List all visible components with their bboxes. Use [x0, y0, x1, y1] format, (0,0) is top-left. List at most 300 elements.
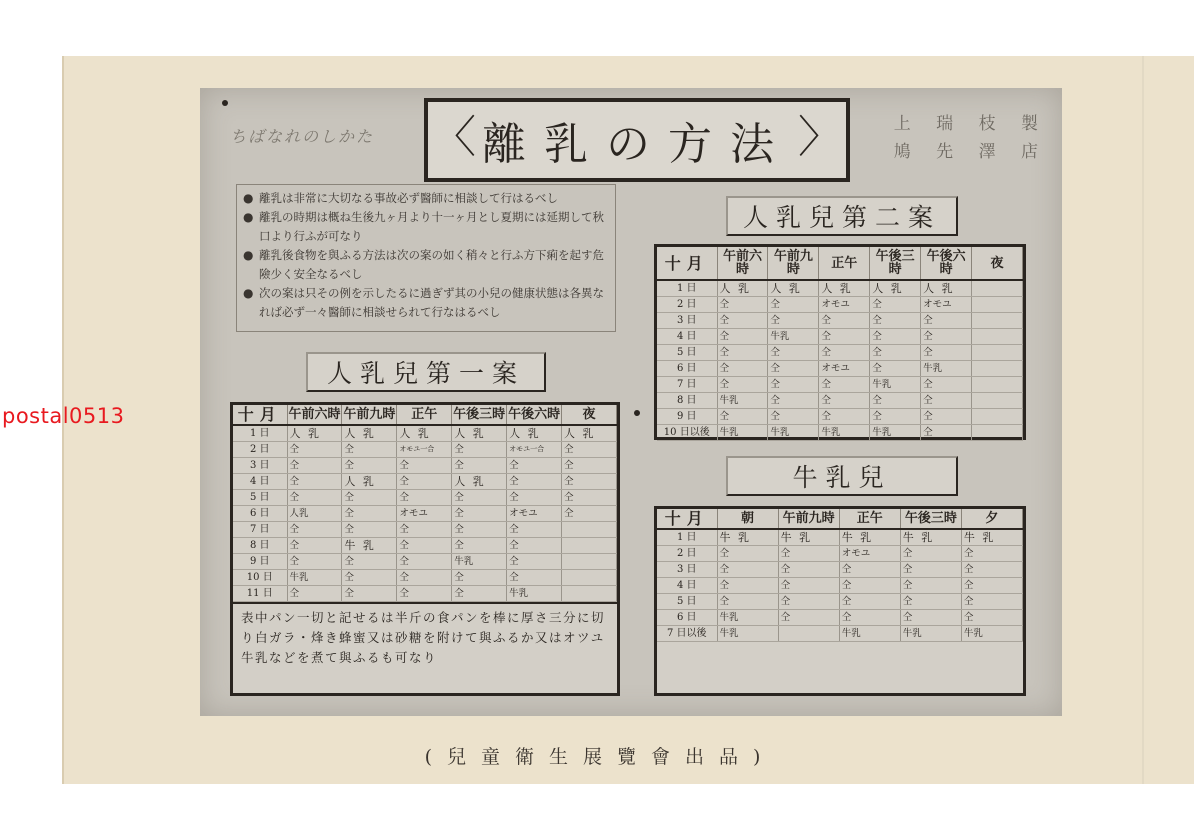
header-noon: 正午: [397, 405, 452, 425]
day-unit: 日以後: [679, 427, 710, 438]
table-cell: 牛乳: [961, 626, 1022, 642]
header-month: 十月: [233, 405, 287, 425]
table-cell: 牛乳: [717, 425, 768, 441]
table-cell: 人 乳: [342, 474, 397, 490]
day-cell: [657, 546, 717, 562]
plan2-heading: 人乳兒第二案: [726, 196, 958, 236]
table-cell: 仝: [562, 490, 617, 506]
day-number: 1: [676, 283, 684, 294]
table-cell: 仝: [778, 594, 839, 610]
table-row: [233, 506, 617, 522]
note-text: 離乳は非常に大切なる事故必ず醫師に相談して行はるべし: [259, 191, 558, 205]
table-cell: 仝: [452, 442, 507, 458]
table-cell: 仝: [870, 361, 921, 377]
table-cell: 仝: [768, 361, 819, 377]
table-cell: 人 乳: [870, 280, 921, 297]
plan1-body: [233, 425, 617, 602]
notes-box: [236, 184, 616, 332]
day-unit: 日: [259, 428, 270, 439]
table-cell: 仝: [287, 490, 342, 506]
day-unit: 日: [686, 363, 697, 374]
day-unit: 日: [686, 299, 697, 310]
poster-title-text: 離乳の方法: [482, 119, 792, 170]
day-unit: 日: [259, 524, 270, 535]
table-cell: 仝: [768, 377, 819, 393]
table-row: [233, 442, 617, 458]
day-number: 4: [249, 476, 257, 487]
table-cell: 仝: [507, 458, 562, 474]
table-cell: 仝: [507, 522, 562, 538]
day-cell: [233, 490, 287, 506]
header-9am: 午前九時: [768, 247, 819, 280]
day-cell: [657, 297, 717, 313]
table-row: [657, 529, 1023, 546]
table-cell: [972, 377, 1023, 393]
card-fold: [1142, 56, 1144, 784]
table-row: [233, 522, 617, 538]
day-cell: [233, 586, 287, 602]
table-cell: 牛 乳: [961, 529, 1022, 546]
table-cell: 仝: [819, 377, 870, 393]
header-noon: 正午: [819, 247, 870, 280]
table-cell: 仝: [452, 490, 507, 506]
table-cell: オモユ: [397, 506, 452, 522]
table-cell: 仝: [717, 377, 768, 393]
day-unit: 日: [259, 556, 270, 567]
day-number: 8: [676, 395, 684, 406]
table-cell: 仝: [342, 554, 397, 570]
table-cell: [562, 554, 617, 570]
table-cell: 仝: [397, 538, 452, 554]
table-row: [657, 578, 1023, 594]
table-cell: 仝: [768, 409, 819, 425]
table-cell: 仝: [768, 393, 819, 409]
table-cell: オモユ: [507, 506, 562, 522]
day-unit: 日: [686, 596, 697, 607]
day-number: 2: [249, 444, 257, 455]
table-cell: 牛乳: [717, 626, 778, 642]
note-text: 離乳後食物を與ふる方法は次の案の如く稍々と行ふ方下痢を起す危險少く安全なるべし: [259, 248, 604, 281]
header-noon: 正午: [839, 509, 900, 529]
day-number: 5: [249, 492, 257, 503]
table-cell: 牛 乳: [900, 529, 961, 546]
table-cell: 仝: [778, 610, 839, 626]
table-cell: 人 乳: [768, 280, 819, 297]
plan2-header-row: [657, 247, 1023, 280]
day-cell: [657, 393, 717, 409]
table-row: [233, 586, 617, 602]
table-cell: 仝: [921, 409, 972, 425]
table-cell: 仝: [921, 393, 972, 409]
table-cell: 仝: [507, 538, 562, 554]
table-cell: 仝: [900, 578, 961, 594]
table-cell: 仝: [507, 570, 562, 586]
table-cell: オモユ: [921, 297, 972, 313]
side-right-line: 上 瑞 枝 製: [893, 114, 1048, 134]
day-unit: 日: [259, 492, 270, 503]
table-cell: 仝: [961, 610, 1022, 626]
table-cell: 仝: [287, 522, 342, 538]
day-number: 1: [249, 428, 257, 439]
table-cell: [972, 409, 1023, 425]
table-cell: [972, 280, 1023, 297]
table-cell: 仝: [900, 610, 961, 626]
day-number: 10: [246, 572, 260, 583]
header-evening: 夕: [961, 509, 1022, 529]
table-row: [657, 393, 1023, 409]
day-cell: [657, 280, 717, 297]
day-number: 7: [676, 379, 684, 390]
chevron-right-icon: 〉: [798, 112, 842, 163]
day-unit: 日: [259, 460, 270, 471]
table-cell: オモユ: [839, 546, 900, 562]
plan2-table: [654, 244, 1026, 440]
day-cell: [233, 442, 287, 458]
table-cell: 牛乳: [870, 377, 921, 393]
table-cell: オモユ一合: [507, 442, 562, 458]
table-cell: 仝: [397, 522, 452, 538]
day-cell: [657, 562, 717, 578]
table-cell: 仝: [507, 554, 562, 570]
table-cell: 仝: [768, 313, 819, 329]
table-cell: オモユ: [819, 297, 870, 313]
note-text: 離乳の時期は概ね生後九ヶ月より十一ヶ月とし夏期には延期して秋口より行ふが可なり: [259, 210, 604, 243]
table-cell: 仝: [900, 546, 961, 562]
table-cell: 仝: [452, 506, 507, 522]
day-cell: [657, 409, 717, 425]
table-cell: 仝: [397, 570, 452, 586]
table-cell: 人 乳: [562, 425, 617, 442]
table-cell: [562, 538, 617, 554]
day-unit: 日: [686, 411, 697, 422]
table-cell: 人 乳: [452, 425, 507, 442]
table-cell: 仝: [778, 562, 839, 578]
table-cell: 仝: [900, 594, 961, 610]
table-cell: 仝: [287, 442, 342, 458]
table-cell: [972, 361, 1023, 377]
table-cell: 仝: [397, 554, 452, 570]
table-row: [657, 409, 1023, 425]
table-cell: 仝: [287, 538, 342, 554]
table-cell: 牛乳: [717, 610, 778, 626]
table-cell: 仝: [717, 329, 768, 345]
table-row: [233, 538, 617, 554]
table-cell: 人 乳: [717, 280, 768, 297]
table-row: [233, 474, 617, 490]
table-cell: 仝: [961, 578, 1022, 594]
table-row: [233, 490, 617, 506]
table-cell: 仝: [717, 345, 768, 361]
day-unit: 日: [259, 540, 270, 551]
day-unit: 日: [259, 444, 270, 455]
day-cell: [657, 425, 717, 441]
day-unit: 日: [262, 572, 273, 583]
day-number: 2: [676, 548, 684, 559]
side-right-line: 鳩 先 澤 店: [893, 142, 1048, 162]
table-cell: [972, 393, 1023, 409]
table-cell: 仝: [452, 538, 507, 554]
table-cell: 仝: [717, 578, 778, 594]
table-cell: 仝: [562, 474, 617, 490]
day-unit: 日以後: [676, 628, 707, 639]
table-cell: 仝: [870, 393, 921, 409]
header-month: 十月: [657, 247, 717, 280]
table-cell: 牛乳: [507, 586, 562, 602]
day-cell: [233, 458, 287, 474]
table-row: [233, 425, 617, 442]
header-month: 十月: [657, 509, 717, 529]
table-cell: 牛乳: [921, 361, 972, 377]
table-cell: 仝: [507, 474, 562, 490]
day-number: 3: [676, 564, 684, 575]
day-cell: [657, 345, 717, 361]
plan3-body: [657, 529, 1023, 642]
table-cell: 仝: [287, 586, 342, 602]
side-label-left: ちばなれのしかた: [230, 127, 375, 146]
table-cell: 仝: [768, 345, 819, 361]
poster-title: [424, 98, 850, 182]
plan1-heading: 人乳兒第一案: [306, 352, 546, 392]
day-cell: [657, 626, 717, 642]
day-number: 7: [666, 628, 674, 639]
day-number: 11: [246, 588, 260, 599]
table-cell: [972, 425, 1023, 441]
day-unit: 日: [259, 476, 270, 487]
table-row: [233, 554, 617, 570]
day-unit: 日: [686, 612, 697, 623]
table-cell: 仝: [452, 586, 507, 602]
header-night: 夜: [562, 405, 617, 425]
table-cell: 人 乳: [452, 474, 507, 490]
day-unit: 日: [686, 379, 697, 390]
day-cell: [657, 529, 717, 546]
table-row: [657, 313, 1023, 329]
table-cell: 仝: [562, 458, 617, 474]
day-unit: 日: [262, 588, 273, 599]
table-cell: 仝: [839, 578, 900, 594]
table-cell: 仝: [870, 313, 921, 329]
header-night: 夜: [972, 247, 1023, 280]
day-number: 4: [676, 580, 684, 591]
table-row: [233, 458, 617, 474]
plan3-header-row: [657, 509, 1023, 529]
day-number: 2: [676, 299, 684, 310]
table-cell: 仝: [717, 594, 778, 610]
chevron-left-icon: 〈: [432, 112, 476, 163]
table-cell: 仝: [717, 546, 778, 562]
table-cell: 仝: [819, 409, 870, 425]
table-cell: 人 乳: [397, 425, 452, 442]
table-cell: 仝: [870, 409, 921, 425]
table-cell: 牛乳: [839, 626, 900, 642]
table-cell: 牛乳: [452, 554, 507, 570]
table-row: [657, 562, 1023, 578]
table-cell: 仝: [921, 377, 972, 393]
bullet-icon: ●: [243, 248, 254, 262]
table-row: [657, 377, 1023, 393]
table-cell: 仝: [921, 425, 972, 441]
table-cell: 仝: [717, 562, 778, 578]
table-cell: 仝: [819, 313, 870, 329]
header-6pm: 午後六時: [507, 405, 562, 425]
table-cell: 仝: [287, 458, 342, 474]
day-unit: 日: [686, 395, 697, 406]
day-unit: 日: [686, 532, 697, 543]
header-morning: 朝: [717, 509, 778, 529]
table-cell: オモユ一合: [397, 442, 452, 458]
table-cell: 牛乳: [870, 425, 921, 441]
table-cell: 人 乳: [819, 280, 870, 297]
day-cell: [657, 329, 717, 345]
table-cell: 仝: [507, 490, 562, 506]
table-row: [657, 546, 1023, 562]
plan2-body: [657, 280, 1023, 441]
day-cell: [657, 594, 717, 610]
table-row: [657, 361, 1023, 377]
table-cell: 牛 乳: [839, 529, 900, 546]
table-cell: 仝: [717, 361, 768, 377]
table-cell: [778, 626, 839, 642]
table-row: [657, 626, 1023, 642]
day-cell: [233, 554, 287, 570]
table-cell: 仝: [342, 490, 397, 506]
day-unit: 日: [686, 331, 697, 342]
day-unit: 日: [686, 347, 697, 358]
table-cell: [562, 586, 617, 602]
day-number: 9: [676, 411, 684, 422]
table-cell: 牛乳: [768, 329, 819, 345]
day-cell: [233, 425, 287, 442]
header-6am: 午前六時: [287, 405, 342, 425]
table-cell: 仝: [452, 458, 507, 474]
day-cell: [657, 377, 717, 393]
table-cell: オモユ: [819, 361, 870, 377]
table-cell: 仝: [819, 329, 870, 345]
side-label-right: [868, 110, 1048, 166]
header-6am: 午前六時: [717, 247, 768, 280]
note-text: 次の案は只その例を示したるに過ぎず其の小兒の健康状態は各異なれば必ず一々醫師に相談せられて行なはるべし: [259, 286, 604, 319]
table-cell: 仝: [397, 490, 452, 506]
table-row: [657, 425, 1023, 441]
day-number: 5: [676, 596, 684, 607]
table-row: [233, 570, 617, 586]
header-3pm: 午後三時: [452, 405, 507, 425]
watermark: postal0513: [2, 404, 125, 428]
table-cell: 仝: [961, 546, 1022, 562]
plan3-table: [654, 506, 1026, 696]
table-cell: 仝: [870, 297, 921, 313]
table-cell: 仝: [342, 506, 397, 522]
day-unit: 日: [686, 315, 697, 326]
postcard-caption: (兒童衛生展覽會出品): [424, 746, 776, 768]
table-cell: 牛乳: [900, 626, 961, 642]
day-number: 1: [676, 532, 684, 543]
table-cell: 仝: [397, 474, 452, 490]
header-9am: 午前九時: [342, 405, 397, 425]
table-cell: 人 乳: [287, 425, 342, 442]
table-cell: 仝: [342, 458, 397, 474]
table-cell: 仝: [839, 610, 900, 626]
header-9am: 午前九時: [778, 509, 839, 529]
note-item: [243, 246, 609, 284]
day-number: 8: [249, 540, 257, 551]
table-cell: 仝: [839, 562, 900, 578]
table-cell: 仝: [921, 329, 972, 345]
table-cell: 人 乳: [342, 425, 397, 442]
header-3pm: 午後三時: [900, 509, 961, 529]
bullet-icon: ●: [243, 286, 254, 300]
plan1-footnote: 表中パン一切と記せるは半斤の食パンを棒に厚さ三分に切り白ガラ・烽き蜂蜜又は砂糖を附けて與ふるか又はオツユ牛乳などを煮て與ふるも可なり: [233, 602, 617, 672]
table-cell: [562, 522, 617, 538]
table-row: [657, 345, 1023, 361]
pin-dot: [634, 410, 640, 416]
table-row: [657, 610, 1023, 626]
table-cell: 仝: [717, 297, 768, 313]
table-cell: 仝: [397, 586, 452, 602]
table-cell: 牛乳: [287, 570, 342, 586]
table-cell: 仝: [961, 562, 1022, 578]
day-number: 7: [249, 524, 257, 535]
table-cell: [972, 345, 1023, 361]
day-cell: [233, 538, 287, 554]
day-unit: 日: [686, 283, 697, 294]
day-number: 10: [663, 427, 677, 438]
day-number: 3: [249, 460, 257, 471]
day-cell: [233, 522, 287, 538]
table-cell: 仝: [562, 506, 617, 522]
bullet-icon: ●: [243, 210, 254, 224]
table-cell: 仝: [961, 594, 1022, 610]
table-row: [657, 329, 1023, 345]
table-row: [657, 297, 1023, 313]
day-cell: [233, 474, 287, 490]
day-cell: [657, 578, 717, 594]
table-cell: [972, 313, 1023, 329]
table-cell: 仝: [778, 578, 839, 594]
pin-dot: [222, 100, 228, 106]
table-cell: [972, 329, 1023, 345]
table-row: [657, 280, 1023, 297]
table-cell: 仝: [839, 594, 900, 610]
day-unit: 日: [686, 580, 697, 591]
table-cell: 仝: [768, 297, 819, 313]
table-cell: 仝: [562, 442, 617, 458]
day-unit: 日: [259, 508, 270, 519]
day-number: 6: [676, 363, 684, 374]
note-item: [243, 284, 609, 322]
table-cell: [972, 297, 1023, 313]
plan3-heading: 牛乳兒: [726, 456, 958, 496]
table-cell: 牛乳: [768, 425, 819, 441]
day-cell: [657, 361, 717, 377]
header-6pm: 午後六時: [921, 247, 972, 280]
table-cell: 仝: [870, 329, 921, 345]
bullet-icon: ●: [243, 191, 254, 205]
table-cell: 人乳: [287, 506, 342, 522]
table-cell: 仝: [778, 546, 839, 562]
table-row: [657, 594, 1023, 610]
note-item: [243, 189, 609, 208]
table-cell: 仝: [900, 562, 961, 578]
day-number: 4: [676, 331, 684, 342]
table-cell: 仝: [452, 570, 507, 586]
day-cell: [233, 506, 287, 522]
table-cell: 仝: [342, 570, 397, 586]
day-cell: [657, 610, 717, 626]
day-unit: 日: [686, 564, 697, 575]
table-cell: 牛乳: [819, 425, 870, 441]
table-cell: 仝: [819, 393, 870, 409]
